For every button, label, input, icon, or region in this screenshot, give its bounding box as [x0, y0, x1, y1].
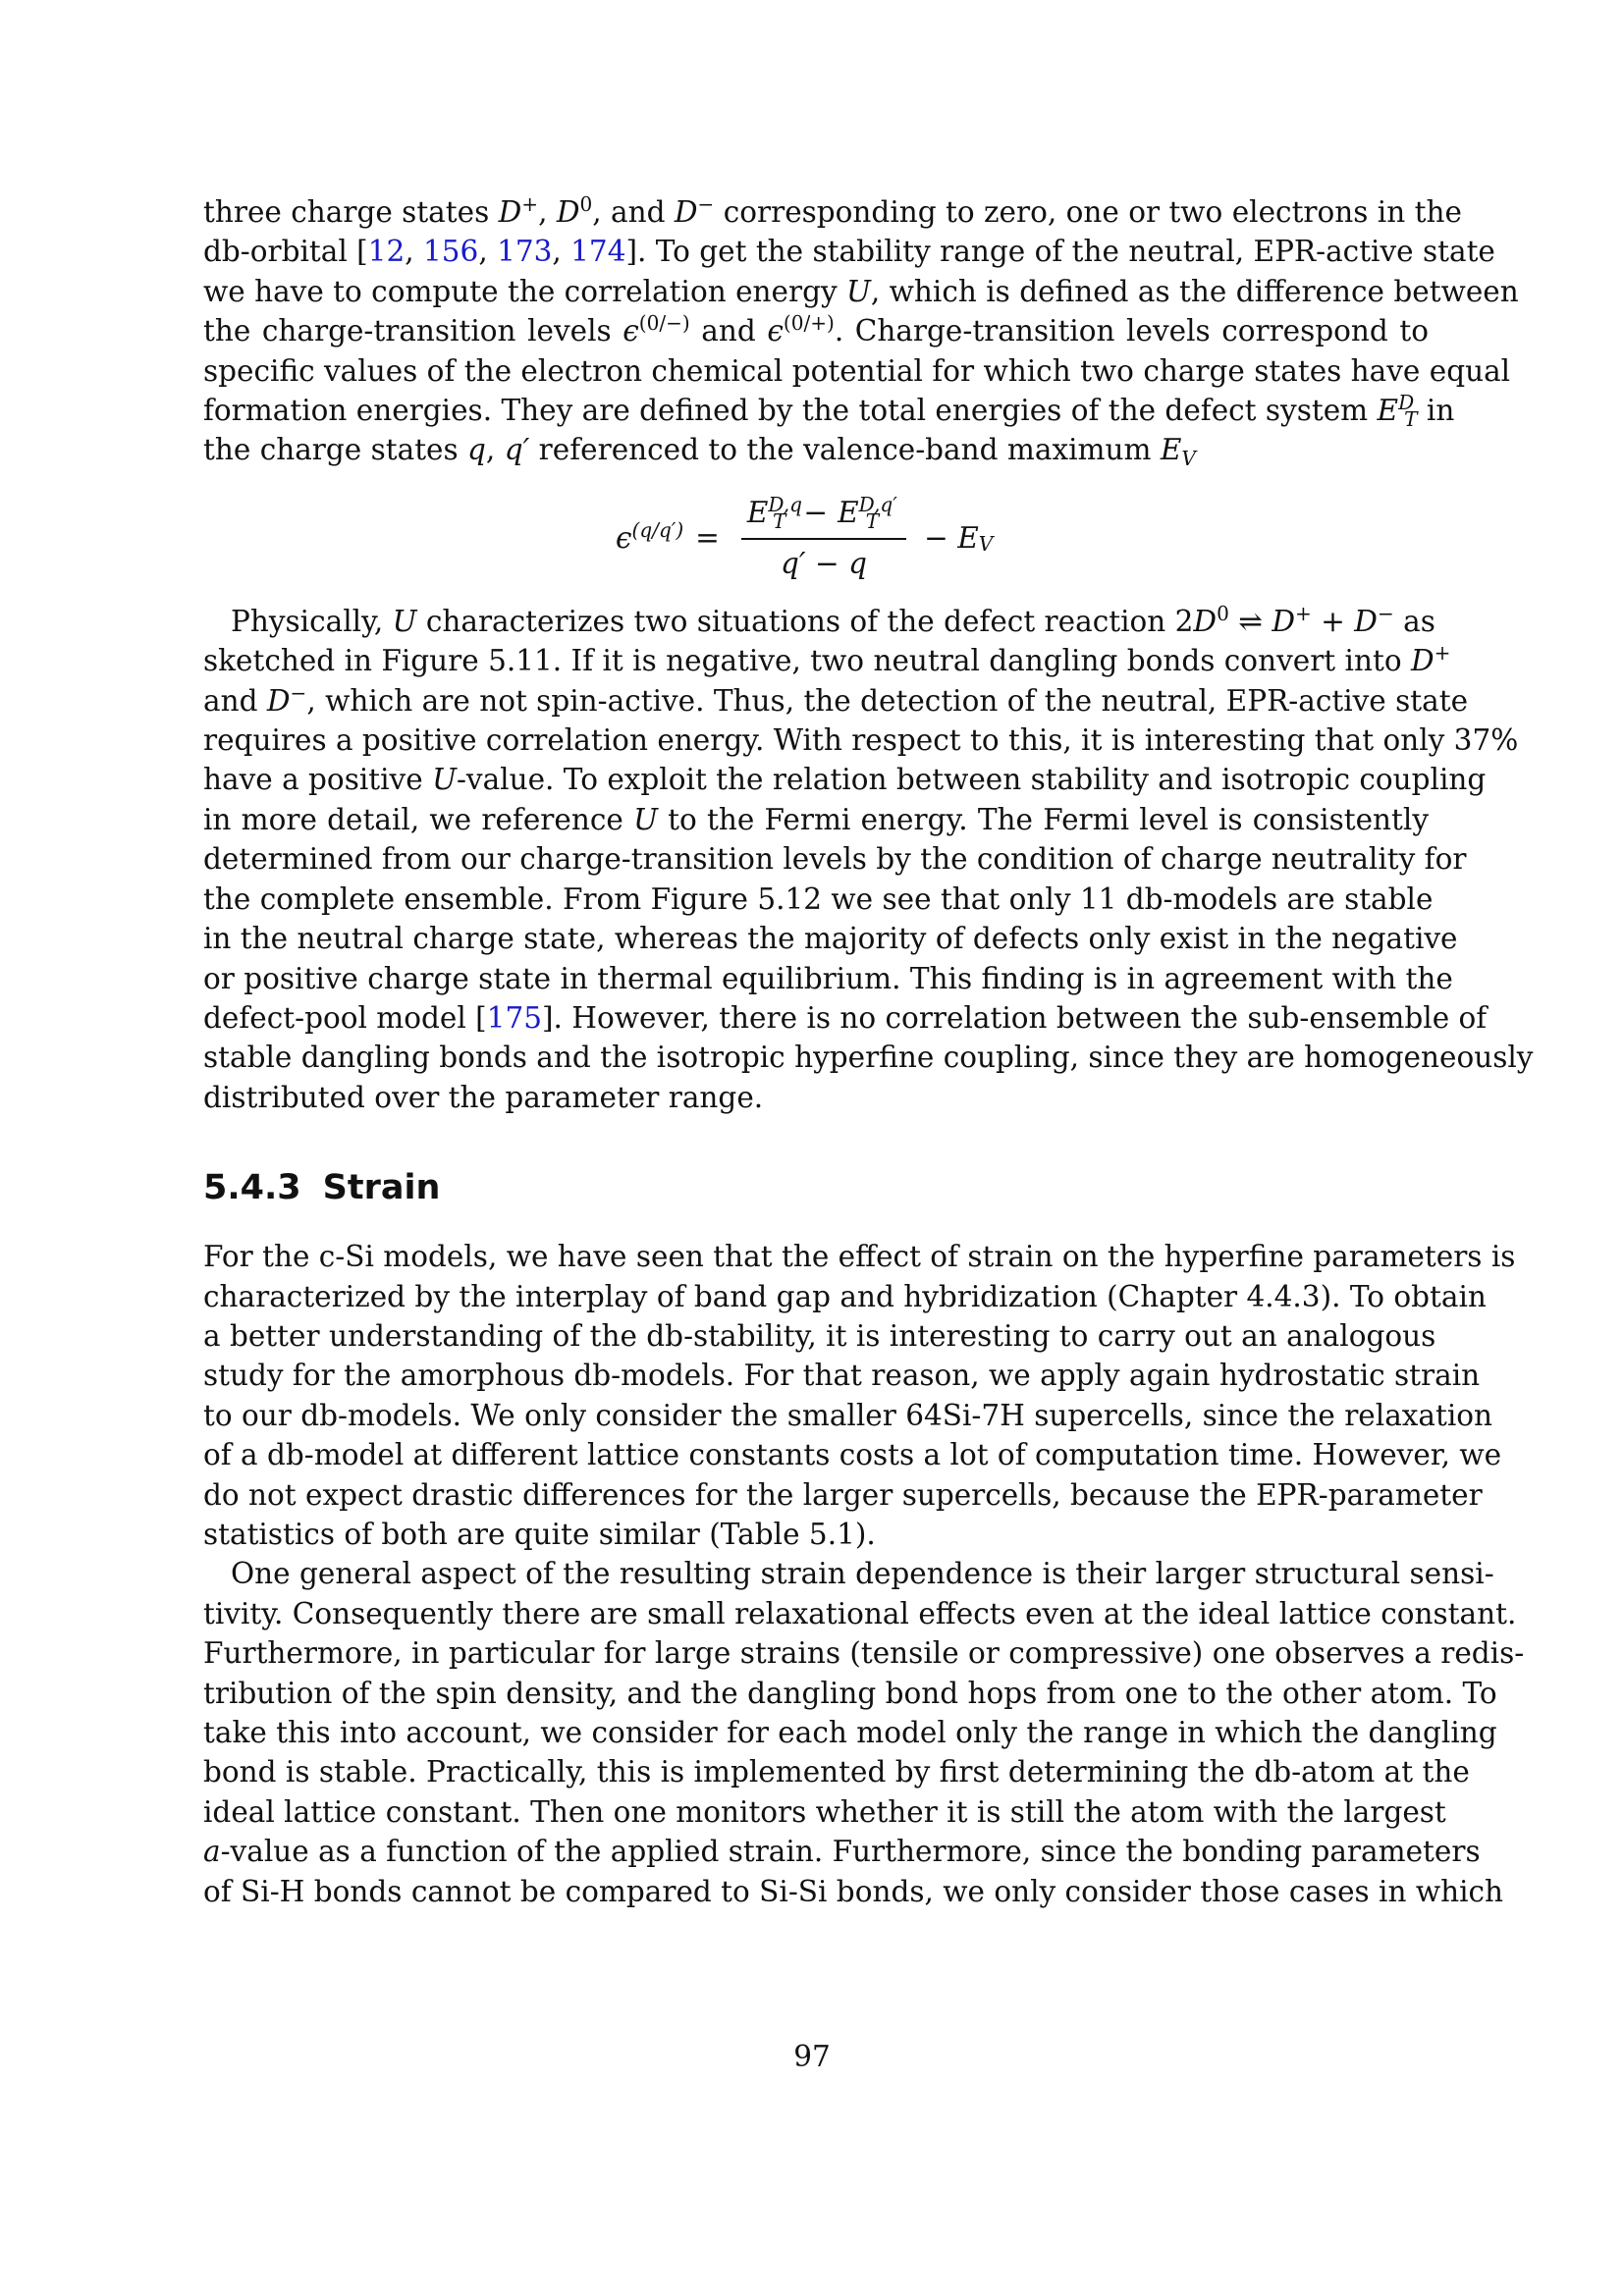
text-line: in more detail, we reference U to the Fermi energy. The Fermi level is consistently	[203, 802, 1429, 836]
text-line: three charge states D+, $D^0$, and D− corresponding to zero, one or two electrons in the	[203, 191, 1462, 229]
citation-link[interactable]: 175	[486, 1000, 542, 1035]
text-line: to our db-models. We only consider the smaller 64Si-7H supercells, since the relaxation	[203, 1398, 1493, 1432]
text-line: of a db-model at different lattice constants costs a lot of computation time. However, we	[203, 1438, 1502, 1472]
text-line: and D−, which are not spin-active. Thus, the detection of the neutral, EPR-active state	[203, 680, 1469, 718]
citation-link[interactable]: 156	[423, 235, 479, 269]
text-line: stable dangling bonds and the isotropic hyperfine coupling, since they are homogeneously	[203, 1041, 1534, 1075]
citation-link[interactable]: 12	[367, 235, 406, 269]
text-line: in the neutral charge state, whereas the majority of defects only exist in the negative	[203, 922, 1458, 956]
text-line: bond is stable. Practically, this is implemented by first determining the db-atom at the	[203, 1755, 1470, 1789]
text-line: have a positive U-value. To exploit the relation between stability and isotropic coupling	[203, 763, 1487, 797]
page-body	[203, 191, 1534, 1911]
text-line: characterized by the interplay of band gap and hybridization (Chapter 4.4.3). To obtain	[203, 1279, 1487, 1313]
equation-lhs: $\epsilon^{(q/q')}$	[616, 517, 684, 555]
text-line: study for the amorphous db-models. For that reason, we apply again hydrostatic strain	[203, 1359, 1481, 1393]
text-line: tivity. Consequently there are small relaxational effects even at the ideal lattice constant.	[203, 1596, 1517, 1630]
text-line: determined from our charge-transition levels by the condition of charge neutrality for	[203, 842, 1467, 877]
text-line: Physically, U characterizes two situations of the defect reaction $2D^0$ ⇌ D+ + D− as	[231, 601, 1435, 638]
paragraph-correlation-energy	[203, 601, 1534, 1117]
paragraph-strain-dependence	[203, 1554, 1525, 1911]
text-line: ideal lattice constant. Then one monitors whether it is still the atom with the largest	[203, 1794, 1446, 1829]
section-heading	[203, 1166, 1429, 1209]
citation-link[interactable]: 173	[497, 235, 553, 269]
text-line: tribution of the spin density, and the dangling bond hops from one to the other atom. To	[203, 1676, 1497, 1710]
text-line: requires a positive correlation energy. With respect to this, it is interesting that only 37%	[203, 723, 1519, 758]
section-title: Strain	[322, 1168, 441, 1208]
text-line: take this into account, we consider for each model only the range in which the dangling	[203, 1716, 1497, 1749]
text-line: defect-pool model [175]. However, there is no correlation between the sub-ensemble of	[203, 1000, 1488, 1035]
equation-fraction: $\frac{E^{D,q}_T - E^{D,q'}_T}{q' - q}$	[741, 493, 906, 583]
text-line: One general aspect of the resulting strain dependence is their larger structural sensi-	[231, 1557, 1494, 1591]
charge-transition-equation: $\epsilon^{(q/q')}$ = $\frac{E^{D,q}_T - E^{D,q'}_T}{q' - q}$ − E $_V$	[203, 480, 1429, 596]
equals-sign: =	[695, 520, 720, 555]
citation-link[interactable]: 174	[570, 235, 626, 269]
text-line: db-orbital [12, 156, 173, 174]. To get the stability range of the neutral, EPR-active state	[203, 235, 1495, 269]
paragraph-charge-states	[203, 191, 1519, 471]
text-line: a better understanding of the db-stability, it is interesting to carry out an analogous	[203, 1318, 1436, 1353]
text-line: sketched in Figure 5.11. If it is negative, two neutral dangling bonds convert into D+	[203, 641, 1451, 678]
paragraph-strain-intro	[203, 1237, 1516, 1554]
text-line: of Si-H bonds cannot be compared to Si-Si bonds, we only consider those cases in which	[203, 1874, 1504, 1908]
text-line: the complete ensemble. From Figure 5.12 we see that only 11 db-models are stable	[203, 881, 1434, 916]
text-line: specific values of the electron chemical potential for which two charge states have equal	[203, 353, 1511, 388]
text-line: For the c-Si models, we have seen that the effect of strain on the hyperfine parameters is	[203, 1240, 1516, 1274]
text-line: the charge states q, q′ referenced to the valence-band maximum $E_V$	[203, 433, 1196, 471]
text-line: statistics of both are quite similar (Table 5.1).	[203, 1517, 876, 1551]
text-line: we have to compute the correlation energy U, which is defined as the difference between	[203, 274, 1519, 308]
text-line: distributed over the parameter range.	[203, 1080, 764, 1114]
text-line: the charge-transition levels $\epsilon^{(0/-)}$ and $\epsilon^{(0/+)}$. Charge-transition levels correspond to	[203, 311, 1429, 348]
text-line: formation energies. They are defined by the total energies of the defect system $E^D_T$ in	[203, 391, 1455, 432]
text-line: do not expect drastic differences for the larger supercells, because the EPR-parameter	[203, 1477, 1483, 1512]
text-line: a-value as a function of the applied strain. Furthermore, since the bonding parameters	[203, 1835, 1481, 1869]
text-line: or positive charge state in thermal equilibrium. This finding is in agreement with the	[203, 961, 1453, 995]
text-line: Furthermore, in particular for large strains (tensile or compressive) one observes a redis-	[203, 1636, 1525, 1671]
section-number: 5.4.3	[203, 1168, 301, 1208]
page-number: 97	[793, 2040, 831, 2073]
